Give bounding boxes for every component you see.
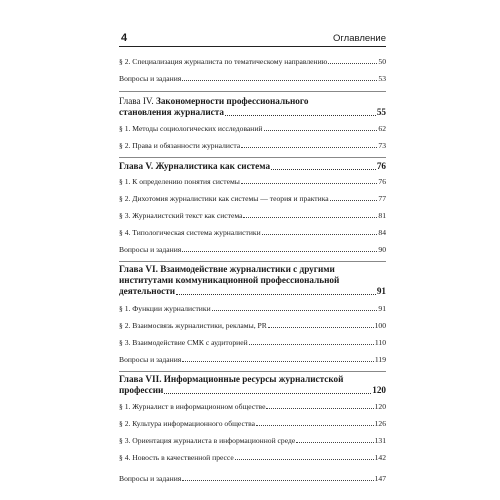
toc-entry[interactable]: Вопросы и задания 147 [119,474,386,483]
toc-page [119,32,386,483]
toc-entry[interactable]: § 3. Взаимодействие СМК с аудиторией 110 [119,338,386,347]
toc-entry[interactable]: § 2. Права и обязанности журналиста 73 [119,141,386,150]
toc-entry[interactable]: § 2. Культура информационного общества 126 [119,419,386,428]
toc-entry[interactable]: § 1. Функции журналистики 91 [119,304,386,313]
page-header [119,32,386,47]
toc-entry[interactable]: § 2. Взаимосвязь журналистики, рекламы, PR 100 [119,321,386,330]
toc-entry[interactable]: Вопросы и задания 90 [119,245,386,254]
toc-entry[interactable]: § 1. Методы социологических исследований 62 [119,124,386,133]
toc-entry[interactable]: Вопросы и задания 53 [119,74,386,83]
toc-entry[interactable]: § 2. Специализация журналиста по тематическому направлению 50 [119,57,386,66]
page-number: 4 [121,32,128,44]
running-title: Оглавление [333,33,386,44]
toc-entry[interactable]: § 2. Дихотомия журналистики как системы — теория и практика 77 [119,194,386,203]
toc-entry[interactable]: Вопросы и задания 119 [119,355,386,364]
toc-entry[interactable]: § 3. Ориентация журналиста в информационной среде 131 [119,436,386,445]
chapter-heading[interactable]: Глава V. Журналистика как система 76 [119,161,386,171]
toc-entry[interactable]: § 4. Типологическая система журналистики 84 [119,228,386,237]
chapter-heading[interactable]: Глава VI. Взаимодействие журналистики с другими институтами коммуникационной профессиональной деятельности 91 [119,264,386,296]
toc-entry[interactable]: § 1. Журналист в информационном обществе 120 [119,402,386,411]
divider [119,371,386,372]
toc-entry[interactable]: § 4. Новость в качественной прессе 142 [119,453,386,462]
toc-entry[interactable]: § 3. Журналистский текст как система 81 [119,211,386,220]
divider [119,261,386,262]
toc-entry[interactable]: § 1. К определению понятия системы 76 [119,177,386,186]
divider [119,157,386,158]
divider [119,91,386,92]
chapter-heading[interactable]: Глава IV. Закономерности профессионального становления журналиста 55 [119,96,386,117]
chapter-heading[interactable]: Глава VII. Информационные ресурсы журналистской профессии 120 [119,374,386,395]
